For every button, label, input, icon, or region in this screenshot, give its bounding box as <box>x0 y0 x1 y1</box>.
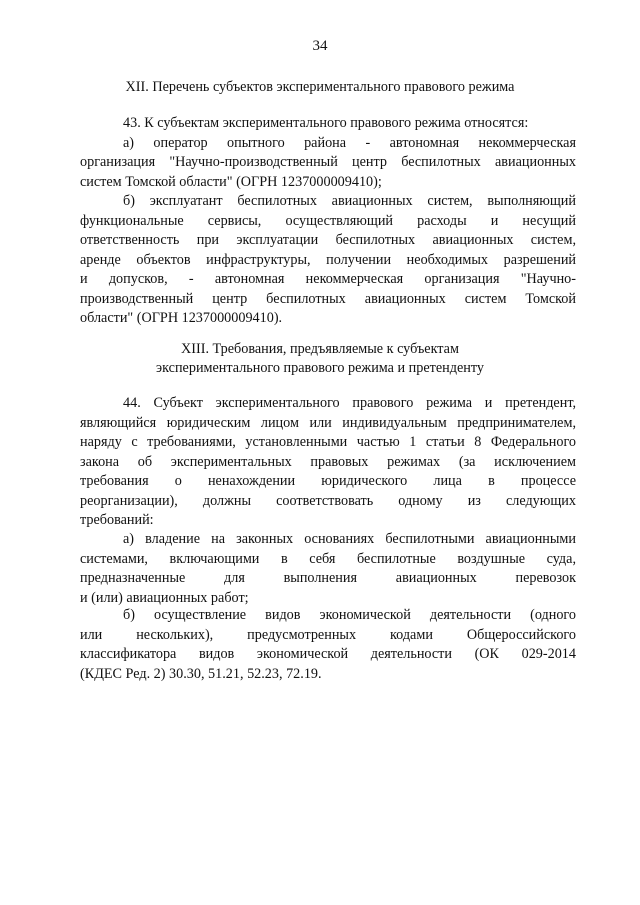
section-13-title-line1: XIII. Требования, предъявляемые к субъектам <box>181 341 459 357</box>
paragraph-line: 43. К субъектам экспериментального правового режима относятся: <box>123 115 529 131</box>
paragraph-line: области" (ОГРН 1237000009410). <box>80 310 283 326</box>
section-12-title-text: XII. Перечень субъектов экспериментального правового режима <box>125 79 515 95</box>
paragraph-line: наряду с требованиями, установленными частью 1 статьи 8 Федерального <box>80 434 576 450</box>
page-number: 34 <box>312 38 328 54</box>
paragraph-line: или нескольких), предусмотренных кодами Общероссийского <box>80 626 576 643</box>
paragraph-44-b <box>80 606 576 684</box>
section-13-title <box>60 340 580 378</box>
paragraph-line: б) эксплуатант беспилотных авиационных систем, выполняющий <box>123 193 576 209</box>
section-13-title-line2: экспериментального правового режима и претенденту <box>156 360 484 376</box>
paragraph-line: требований: <box>80 512 154 528</box>
paragraph-line: производственный центр беспилотных авиационных систем Томской <box>80 290 576 307</box>
paragraph-line: (КДЕС Ред. 2) 30.30, 51.21, 52.23, 72.19. <box>80 665 322 682</box>
paragraph-line: системами, включающими в себя беспилотные воздушные суда, <box>80 550 576 567</box>
section-12-title <box>60 78 580 97</box>
paragraph-line: систем Томской области" (ОГРН 1237000009410); <box>80 173 382 190</box>
paragraph-line: функциональные сервисы, осуществляющий расходы и несущий <box>80 212 576 229</box>
paragraph-line: закона об экспериментальных правовых режимах (за исключением <box>80 453 576 470</box>
paragraph-line: и допусков, - автономная некоммерческая организация "Научно- <box>80 271 576 287</box>
paragraph-43-b <box>80 192 576 329</box>
paragraph-line: и (или) авиационных работ; <box>80 589 249 606</box>
paragraph-line: требования о ненахождении юридического лица в процессе <box>80 473 576 489</box>
paragraph-line: 44. Субъект экспериментального правового режима и претендент, <box>123 395 576 411</box>
paragraph-44-a <box>80 530 576 608</box>
paragraph-line: б) осуществление видов экономической деятельности (одного <box>123 607 576 623</box>
paragraph-line: а) владение на законных основаниях беспилотными авиационными <box>123 531 576 547</box>
paragraph-line: реорганизации), должны соответствовать одному из следующих <box>80 492 576 509</box>
paragraph-line: классификатора видов экономической деятельности (ОК 029-2014 <box>80 646 576 662</box>
paragraph-line: организация "Научно-производственный центр беспилотных авиационных <box>80 154 576 170</box>
paragraph-line: являющийся юридическим лицом или индивидуальным предпринимателем, <box>80 414 576 431</box>
paragraph-43 <box>80 114 576 192</box>
paragraph-line: предназначенные для выполнения авиационных перевозок <box>80 570 576 586</box>
paragraph-44 <box>80 394 576 531</box>
paragraph-line: ответственность при эксплуатации беспилотных авиационных систем, <box>80 232 576 248</box>
paragraph-line: аренде объектов инфраструктуры, получении необходимых разрешений <box>80 251 576 268</box>
paragraph-line: а) оператор опытного района - автономная некоммерческая <box>123 134 576 151</box>
